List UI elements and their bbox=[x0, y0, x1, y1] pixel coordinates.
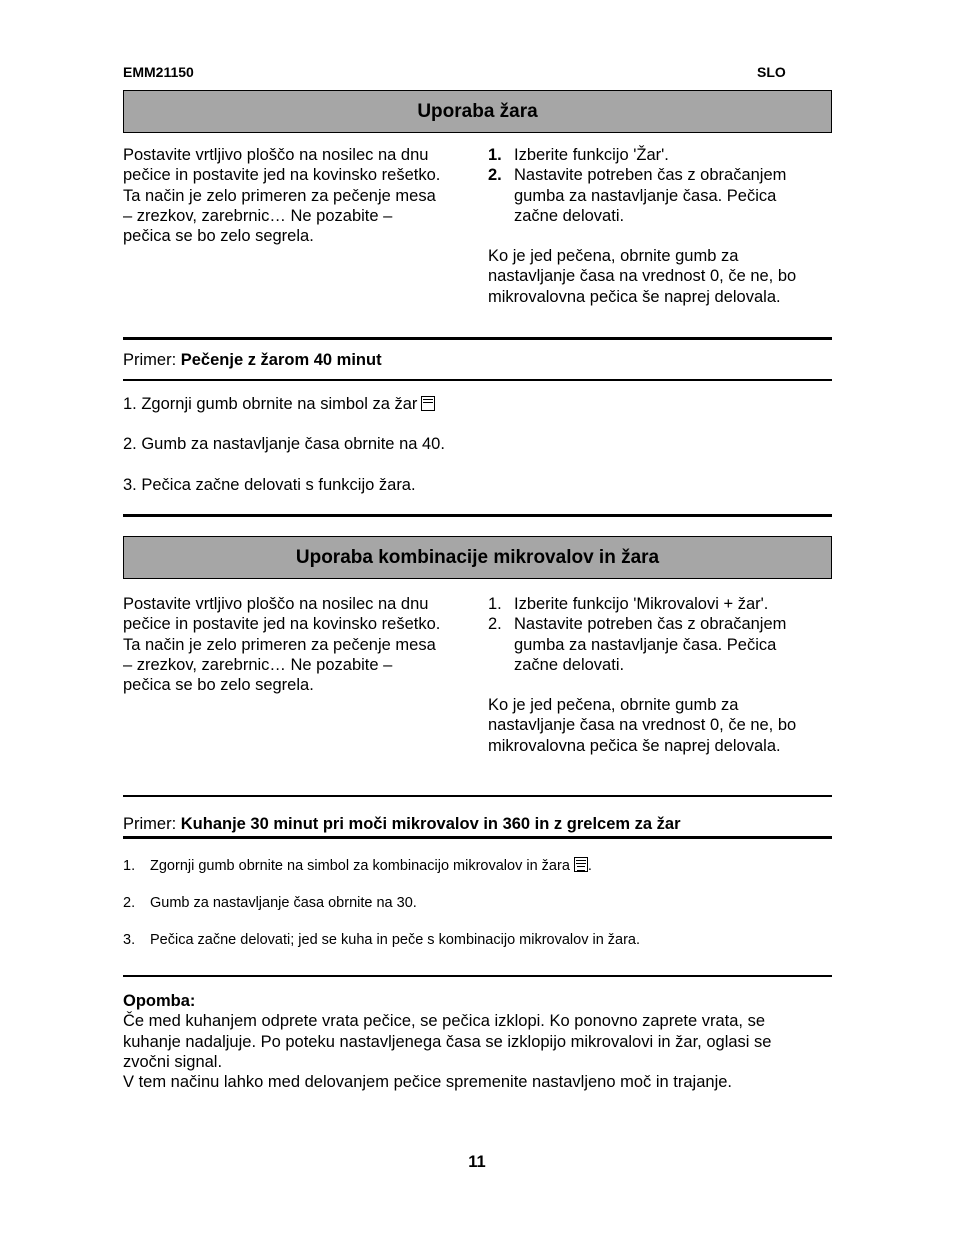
intro-line: Postavite vrtljivo ploščo na nosilec na dnu bbox=[123, 595, 429, 613]
example-grill-step-2: 2. Gumb za nastavljanje časa obrnite na 40. bbox=[123, 435, 445, 453]
intro-line: Postavite vrtljivo ploščo na nosilec na dnu bbox=[123, 146, 429, 164]
intro-line: – zrezkov, zarebrnic… Ne pozabite – bbox=[123, 655, 393, 674]
note-line: kuhanje nadaljuje. Po poteku nastavljenega časa se izklopijo mikrovalovi in žar, oglasi se bbox=[123, 1032, 772, 1051]
section-grill-title: Uporaba žara bbox=[123, 90, 832, 133]
divider bbox=[123, 795, 832, 797]
example-combo-step-3 bbox=[123, 932, 640, 948]
microwave-grill-icon bbox=[574, 857, 588, 872]
step-text: Pečica začne delovati; jed se kuha in peče s kombinacijo mikrovalov in žara. bbox=[150, 932, 641, 948]
intro-line: pečica se bo zelo segrela. bbox=[123, 227, 314, 246]
note-title: Opomba: bbox=[123, 992, 196, 1010]
section-combo-after: Ko je jed pečena, obrnite gumb za nastavljanje časa na vrednost 0, če ne, bo mikrovalovna pečica še naprej delovala. bbox=[488, 696, 797, 755]
step-text: Zgornji gumb obrnite na simbol za kombinacijo mikrovalov in žara bbox=[150, 858, 570, 874]
example-combo-step-2 bbox=[123, 895, 417, 911]
section-grill-after: Ko je jed pečena, obrnite gumb za nastavljanje časa na vrednost 0, če ne, bo mikrovalovna pečica še naprej delovala. bbox=[488, 247, 797, 306]
step-number: 1. bbox=[488, 595, 502, 613]
example-grill-step-3: 3. Pečica začne delovati s funkcijo žara. bbox=[123, 476, 416, 494]
step-item bbox=[488, 594, 823, 614]
example-prefix: Primer: bbox=[123, 815, 181, 833]
model-number: EMM21150 bbox=[123, 64, 194, 80]
note-line: zvočni signal. bbox=[123, 1052, 223, 1071]
note-block bbox=[123, 991, 833, 1092]
step-text: Izberite funkcijo 'Mikrovalovi + žar'. bbox=[514, 595, 769, 613]
step-text: Nastavite potreben čas z obračanjem gumba za nastavljanje časa. Pečica začne delovati. bbox=[514, 615, 787, 674]
note-line: Če med kuhanjem odprete vrata pečice, se pečica izklopi. Ko ponovno zaprete vrata, se bbox=[123, 1012, 766, 1031]
section-grill-intro bbox=[123, 145, 473, 246]
step-item bbox=[488, 145, 823, 165]
example-title: Kuhanje 30 minut pri moči mikrovalov in 360 in z grelcem za žar bbox=[180, 815, 681, 833]
note-line: V tem načinu lahko med delovanjem pečice spremenite nastavljeno moč in trajanje. bbox=[123, 1073, 732, 1092]
step-number: 2. bbox=[123, 895, 136, 911]
intro-line: Ta način je zelo primeren za pečenje mesa bbox=[123, 186, 436, 205]
example-combo-heading bbox=[123, 815, 681, 834]
divider bbox=[123, 975, 832, 977]
step-number: 2. bbox=[488, 166, 502, 185]
divider bbox=[123, 836, 832, 839]
intro-line: pečica se bo zelo segrela. bbox=[123, 676, 314, 695]
section-grill-steps bbox=[488, 145, 823, 307]
example-combo-step-1 bbox=[123, 857, 592, 874]
section-combo-steps bbox=[488, 594, 823, 756]
step-item bbox=[488, 165, 823, 226]
step-text: 1. Zgornji gumb obrnite na simbol za žar bbox=[123, 395, 418, 413]
step-text: Gumb za nastavljanje časa obrnite na 30. bbox=[150, 895, 417, 911]
step-text: Izberite funkcijo 'Žar'. bbox=[514, 146, 669, 164]
example-title: Pečenje z žarom 40 minut bbox=[180, 351, 382, 369]
intro-line: pečice in postavite jed na kovinsko rešetko. bbox=[123, 615, 441, 634]
page-number: 11 bbox=[468, 1153, 486, 1171]
grill-icon bbox=[421, 396, 435, 411]
step-number: 1. bbox=[488, 146, 502, 164]
divider bbox=[123, 379, 832, 381]
step-number: 3. bbox=[123, 932, 136, 948]
step-suffix: . bbox=[587, 858, 592, 874]
example-prefix: Primer: bbox=[123, 351, 181, 369]
step-item bbox=[488, 614, 823, 675]
section-combo-title: Uporaba kombinacije mikrovalov in žara bbox=[123, 536, 832, 579]
intro-line: – zrezkov, zarebrnic… Ne pozabite – bbox=[123, 206, 393, 225]
step-number: 2. bbox=[488, 615, 502, 634]
divider bbox=[123, 514, 832, 517]
language-code: SLO bbox=[757, 64, 786, 80]
step-number: 1. bbox=[123, 858, 136, 874]
intro-line: Ta način je zelo primeren za pečenje mesa bbox=[123, 635, 436, 654]
divider bbox=[123, 337, 832, 340]
section-combo-intro bbox=[123, 594, 473, 695]
example-grill-heading bbox=[123, 351, 382, 370]
example-grill-step-1 bbox=[123, 395, 435, 414]
step-text: Nastavite potreben čas z obračanjem gumba za nastavljanje časa. Pečica začne delovati. bbox=[514, 166, 787, 225]
intro-line: pečice in postavite jed na kovinsko rešetko. bbox=[123, 166, 441, 185]
